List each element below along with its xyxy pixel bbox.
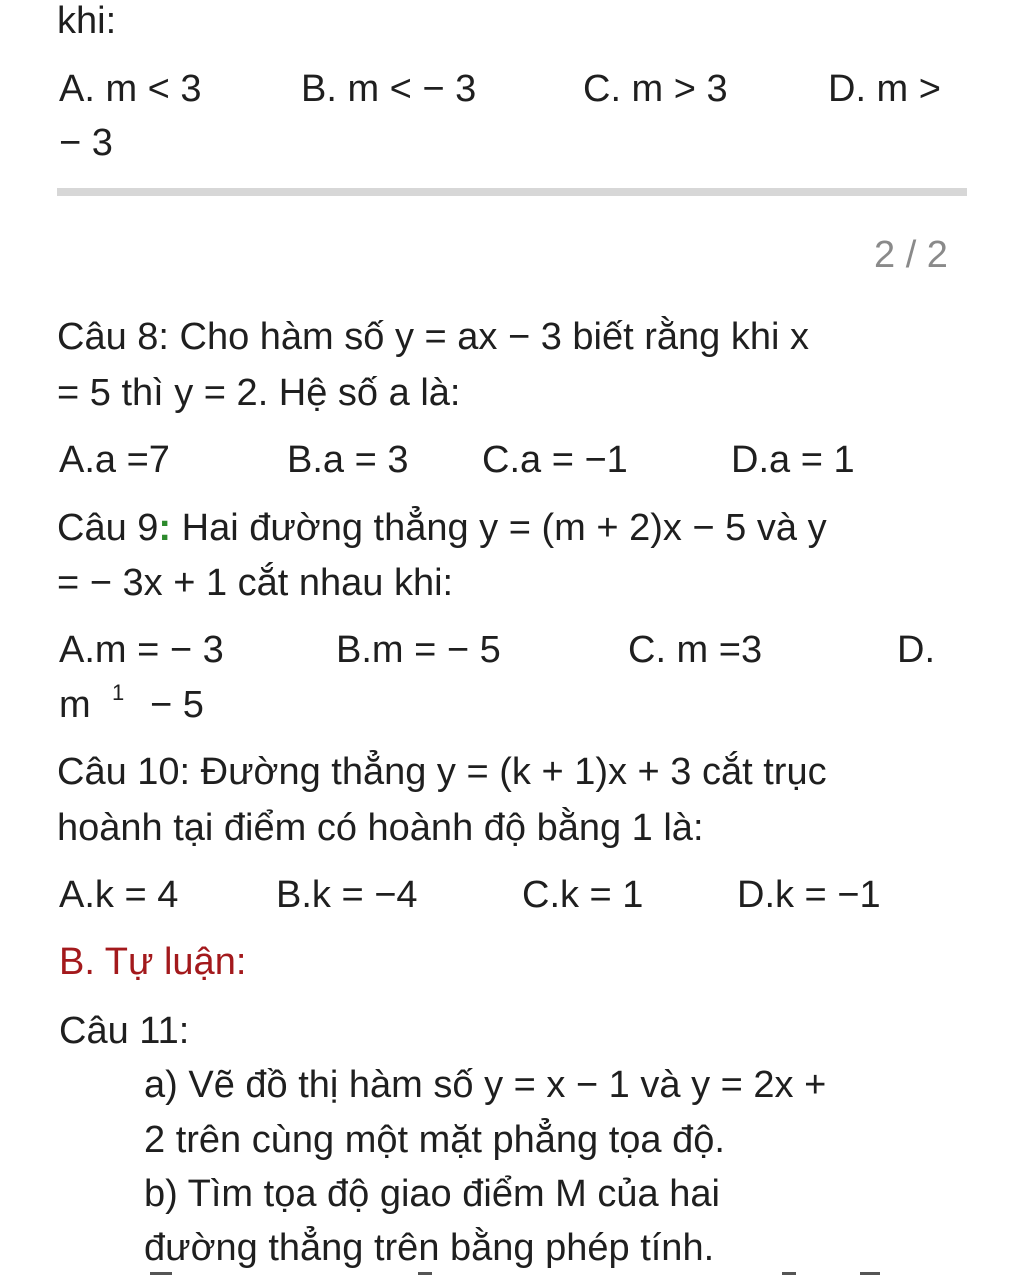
cutoff-text-fragment [150,1272,172,1275]
q8-option-b: B.a = 3 [287,439,409,481]
q9-line1 [57,509,827,547]
q11-a-line1: a) Vẽ đồ thị hàm số y = x − 1 và y = 2x + [144,1064,827,1106]
cutoff-text-fragment [418,1272,432,1275]
q9-option-d-m: m [59,684,91,726]
q11-a-line2: 2 trên cùng một mặt phẳng tọa độ. [144,1119,725,1161]
q11-b-line1: b) Tìm tọa độ giao điểm M của hai [144,1173,720,1215]
q9-option-d: D. [897,629,935,671]
prev-option-d: D. m > [828,68,941,110]
q9-option-d-value: − 5 [150,684,204,726]
q9-option-d-superscript: 1 [112,680,125,705]
prev-option-a: A. m < 3 [59,68,202,110]
q9-label: Câu 9 [57,507,159,549]
cutoff-text-fragment [782,1272,796,1275]
q10-option-d: D.k = −1 [737,874,881,916]
q10-line1: Câu 10: Đường thẳng y = (k + 1)x + 3 cắt trục [57,751,827,793]
q11-label: Câu 11: [59,1010,190,1052]
q9-option-b: B.m = − 5 [336,629,501,671]
q9-line2: = − 3x + 1 cắt nhau khi: [57,562,454,604]
q8-line1: Câu 8: Cho hàm số y = ax − 3 biết rằng khi x [57,316,809,358]
section-b-heading: B. Tự luận: [59,941,247,983]
q8-option-a: A.a =7 [59,439,170,481]
q8-line2: = 5 thì y = 2. Hệ số a là: [57,372,461,414]
q8-option-d: D.a = 1 [731,439,855,481]
prev-question-tail: khi: [57,0,117,42]
q10-line2: hoành tại điểm có hoành độ bằng 1 là: [57,807,704,849]
prev-option-b: B. m < − 3 [301,68,477,110]
q9-colon: : [158,507,172,549]
q8-option-c: C.a = −1 [482,439,628,481]
q9-option-c: C. m =3 [628,629,763,671]
prev-option-d-continued: − 3 [59,122,113,164]
page-indicator: 2 / 2 [874,234,948,276]
cutoff-text-fragment [860,1272,880,1275]
q10-option-c: C.k = 1 [522,874,644,916]
prev-option-c: C. m > 3 [583,68,728,110]
q9-option-a: A.m = − 3 [59,629,224,671]
q10-option-b: B.k = −4 [276,874,418,916]
q9-line1-text: Hai đường thẳng y = (m + 2)x − 5 và y [171,507,827,549]
page-divider [57,188,967,196]
q10-option-a: A.k = 4 [59,874,179,916]
q11-b-line2: đường thẳng trên bằng phép tính. [144,1227,715,1269]
